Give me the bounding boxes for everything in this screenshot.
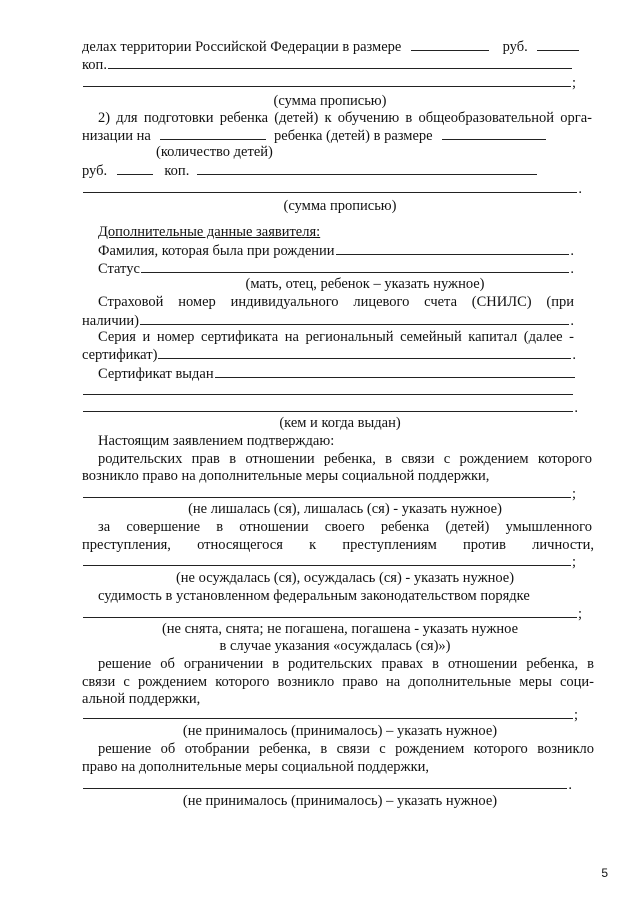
period-mark-5: .: [572, 347, 576, 363]
deprivation-answer-field[interactable]: [83, 484, 571, 498]
amount-rub-field[interactable]: [411, 37, 489, 51]
parental-rights-line-1: родительских прав в отношении ребенка, в связи с рождением которого: [98, 451, 592, 467]
kop-blank-field[interactable]: [108, 55, 572, 69]
certificate-issued-field-2[interactable]: [83, 381, 573, 395]
certificate-issued-field-3[interactable]: [83, 398, 573, 412]
period-mark-6: .: [574, 400, 578, 416]
amount-words-line-2: [82, 179, 582, 198]
amount-2-field[interactable]: [442, 126, 546, 140]
hint-removal: (не принималось (принималось) – указать нужное): [182, 793, 498, 809]
hint-conviction: (не осуждалась (ся), осуждалась (ся) - указать нужное): [175, 570, 515, 586]
semicolon-mark-4: ;: [577, 606, 582, 622]
conviction-answer-field[interactable]: [83, 552, 571, 566]
kop-line: [82, 55, 602, 74]
hint-issued-by: (кем и когда выдан): [279, 415, 401, 431]
hint-criminal-record-2: в случае указания «осуждалась (ся)»): [219, 638, 451, 654]
children-count-field[interactable]: [160, 126, 266, 140]
hint-criminal-record-1: (не снята, снята; не погашена, погашена - указать нужное: [161, 621, 519, 637]
certificate-line-2: [82, 345, 576, 364]
hint-amount-words-1: (сумма прописью): [273, 93, 387, 109]
text-l8b: коп.: [164, 163, 190, 179]
confirm-heading: Настоящим заявлением подтверждаю:: [98, 433, 335, 449]
snils-field[interactable]: [140, 311, 569, 325]
text-l18: сертификат): [82, 347, 158, 363]
amount-words-field-1[interactable]: [83, 73, 571, 87]
crime-line-1: за совершение в отношении своего ребенка (детей) умышленного: [98, 519, 592, 535]
birth-surname-line: [98, 241, 574, 260]
semicolon-mark-2: ;: [571, 486, 576, 502]
period-mark-4: .: [570, 313, 574, 329]
status-field[interactable]: [141, 259, 569, 273]
restriction-answer-field[interactable]: [83, 705, 573, 719]
text-l6a: низации на: [82, 128, 151, 144]
parental-rights-line-2: возникло право на дополнительные меры социальной поддержки,: [82, 468, 490, 484]
restriction-line-2: связи с рождением которого возникло право на дополнительные меры соци-: [82, 674, 594, 690]
section-heading: Дополнительные данные заявителя:: [98, 224, 321, 240]
period-mark-3: .: [570, 261, 574, 277]
removal-answer-field[interactable]: [83, 775, 567, 789]
hint-deprivation: (не лишалась (ся), лишалась (ся) - указать нужное): [188, 501, 502, 517]
amount-words-field-2[interactable]: [83, 179, 577, 193]
certificate-issued-line-2: [82, 381, 574, 395]
amount-kop-field[interactable]: [537, 37, 579, 51]
text-l19: Сертификат выдан: [98, 366, 214, 382]
semicolon-mark-3: ;: [571, 554, 576, 570]
snils-line-1: Страховой номер индивидуального лицевого счета (СНИЛС) (при: [98, 294, 574, 310]
removal-line-2: право на дополнительные меры социальной поддержки,: [82, 759, 429, 775]
certificate-line-1: Серия и номер сертификата на региональный семейный капитал (далее -: [98, 329, 574, 345]
page-number: 5: [601, 866, 608, 880]
text-l1b: руб.: [502, 39, 528, 55]
amount-line-1: [82, 37, 602, 56]
birth-surname-field[interactable]: [336, 241, 570, 255]
criminal-record-answer-field[interactable]: [83, 604, 577, 618]
text-l13: Статус: [98, 261, 140, 277]
amount-words-line-1: [82, 73, 576, 92]
hint-restriction: (не принималось (принималось) – указать нужное): [182, 723, 498, 739]
semicolon-mark-5: ;: [573, 707, 578, 723]
certificate-number-field[interactable]: [158, 345, 571, 359]
restriction-line-1: решение об ограничении в родительских правах в отношении ребенка, в: [98, 656, 594, 672]
text-l6b: ребенка (детей) в размере: [274, 128, 433, 144]
crime-line-2: преступления, относящегося к преступлениям против личности,: [82, 537, 594, 553]
rub-kop-line: [82, 161, 602, 180]
amount-2-kop-field[interactable]: [197, 161, 537, 175]
text-l8a: руб.: [82, 163, 108, 179]
restriction-line-3: альной поддержки,: [82, 691, 201, 707]
amount-2-rub-field[interactable]: [117, 161, 153, 175]
period-mark-7: .: [568, 777, 572, 793]
text-l12: Фамилия, которая была при рождении: [98, 243, 335, 259]
period-mark-2: .: [570, 243, 574, 259]
paragraph-2-line-1: 2) для подготовки ребенка (детей) к обучению в общеобразовательной орга-: [98, 110, 592, 126]
semicolon-mark: ;: [571, 75, 576, 91]
text-l2: коп.: [82, 57, 107, 73]
hint-amount-words-2: (сумма прописью): [283, 198, 397, 214]
removal-line-1: решение об отобрании ребенка, в связи с рождением которого возникло: [98, 741, 594, 757]
certificate-issued-field-1[interactable]: [215, 364, 575, 378]
criminal-record-line: судимость в установленном федеральным законодательством порядке: [98, 588, 530, 604]
hint-status: (мать, отец, ребенок – указать нужное): [245, 276, 485, 292]
period-mark-1: .: [578, 181, 582, 197]
text-l1a: делах территории Российской Федерации в размере: [82, 39, 402, 55]
hint-children-count: (количество детей): [156, 144, 273, 160]
text-l16: наличии): [82, 313, 139, 329]
